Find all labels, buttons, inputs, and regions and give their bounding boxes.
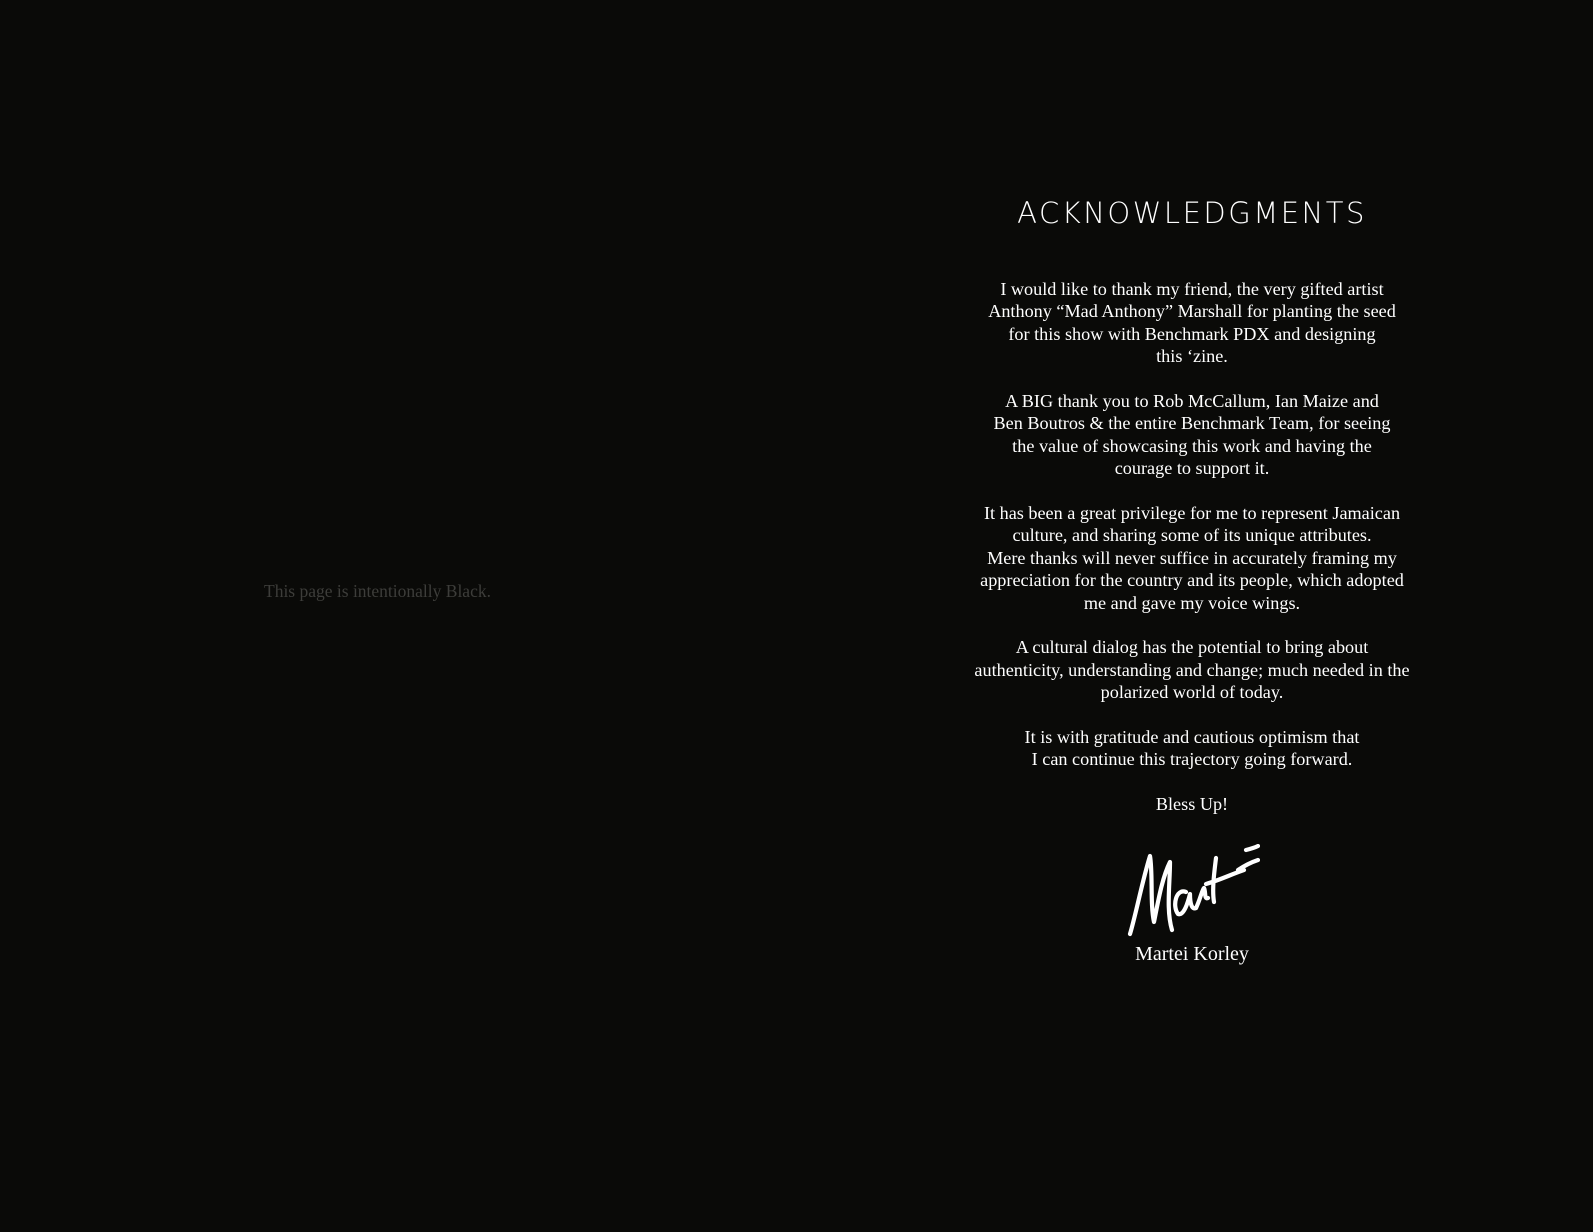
paragraph-line: this ‘zine.: [1156, 346, 1228, 367]
paragraph-line: Mere thanks will never suffice in accurately framing my: [987, 547, 1397, 568]
paragraph-line: culture, and sharing some of its unique attributes.: [1012, 525, 1372, 546]
paragraph-line: me and gave my voice wings.: [1083, 592, 1301, 613]
paragraph-gratitude: [942, 726, 1442, 771]
paragraph-line: It has been a great privilege for me to represent Jamaican: [983, 503, 1401, 524]
paragraph-line: A cultural dialog has the potential to bring about: [1015, 637, 1369, 658]
paragraph-line: I can continue this trajectory going forward.: [1031, 749, 1353, 770]
acknowledgments-body: [942, 278, 1442, 838]
paragraph-line: polarized world of today.: [1100, 682, 1284, 703]
paragraph-line: A BIG thank you to Rob McCallum, Ian Maize and: [1005, 391, 1379, 412]
paragraph-cultural-dialog: [942, 636, 1442, 703]
paragraph-thanks-anthony: [942, 278, 1442, 368]
paragraph-line: the value of showcasing this work and having the: [1012, 435, 1372, 456]
paragraph-line: I would like to thank my friend, the very gifted artist: [1000, 279, 1384, 299]
paragraph-line: Ben Boutros & the entire Benchmark Team, for seeing: [993, 413, 1391, 434]
paragraph-line: It is with gratitude and cautious optimism that: [1024, 727, 1360, 748]
sign-off: Bless Up!: [1155, 794, 1229, 815]
left-page: [0, 0, 796, 1232]
handwritten-signature: [1120, 844, 1260, 940]
paragraph-line: appreciation for the country and its people, which adopted: [980, 570, 1404, 591]
paragraph-jamaican-culture: [942, 502, 1442, 614]
paragraph-line: for this show with Benchmark PDX and designing: [1008, 323, 1376, 344]
paragraph-line: authenticity, understanding and change; much needed in the: [974, 659, 1410, 680]
intentionally-black-note: This page is intentionally Black.: [264, 581, 491, 601]
right-page: [796, 0, 1593, 1232]
signer-name: Martei Korley: [1135, 943, 1249, 965]
paragraph-line: Anthony “Mad Anthony” Marshall for planting the seed: [988, 301, 1396, 322]
paragraph-thanks-benchmark: [942, 390, 1442, 480]
page-title: ACKNOWLEDGMENTS: [1017, 196, 1367, 230]
paragraph-line: courage to support it.: [1114, 458, 1270, 479]
